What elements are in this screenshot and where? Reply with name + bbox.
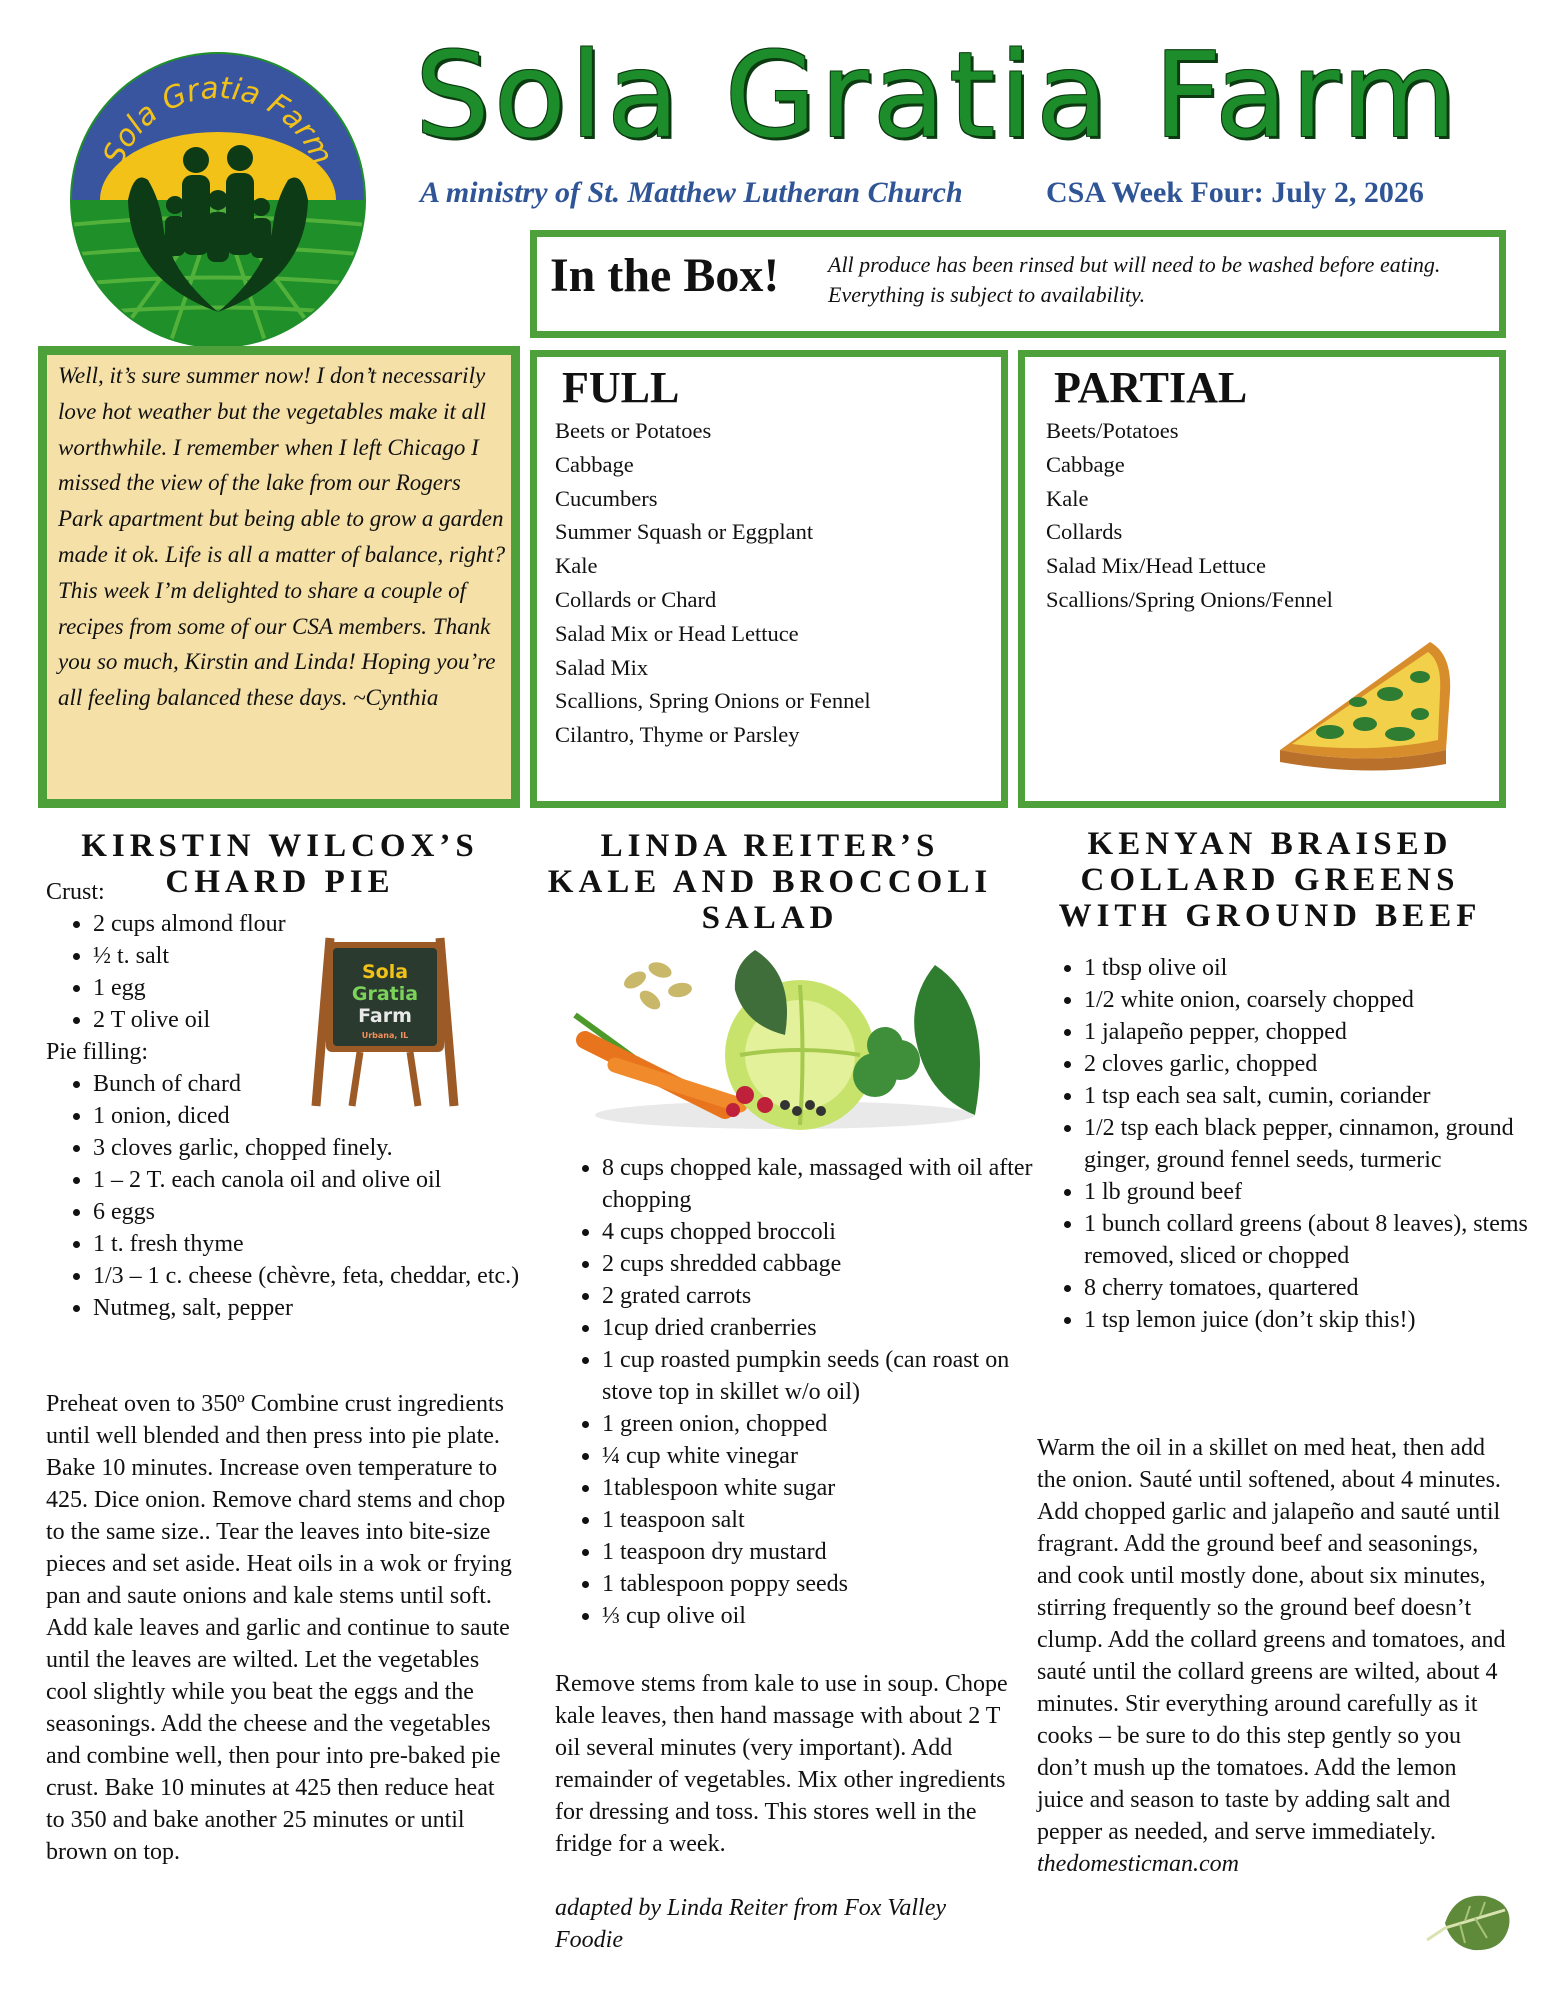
- list-item: Kale: [555, 553, 598, 579]
- list-item: • 1 tsp lemon juice (don’t skip this!): [1084, 1304, 1545, 1336]
- list-item: • 1tablespoon white sugar: [602, 1472, 1062, 1504]
- list-item: • 2 cups shredded cabbage: [602, 1248, 1062, 1280]
- list-item: Salad Mix or Head Lettuce: [555, 620, 799, 646]
- list-item: • 1 onion, diced: [93, 1100, 563, 1132]
- list-item: • 4 cups chopped broccoli: [602, 1216, 1062, 1248]
- list-item: • 2 cups almond flour: [93, 908, 423, 940]
- salad-ingredients: [555, 1152, 1062, 1632]
- list-item: • 2 T olive oil: [93, 1004, 423, 1036]
- filling-ingredients: [46, 1068, 563, 1324]
- list-item: • 1cup dried cranberries: [602, 1312, 1062, 1344]
- list-item: • 2 grated carrots: [602, 1280, 1062, 1312]
- list-item: • 1 cup roasted pumpkin seeds (can roast on stove top in skillet w/o oil): [602, 1344, 1062, 1408]
- partial-share-list: [1046, 414, 1496, 617]
- recipe-title-line: WITH GROUND BEEF: [1058, 898, 1482, 934]
- list-item: Salad Mix/Head Lettuce: [1046, 553, 1266, 579]
- recipe-title: [520, 828, 1020, 936]
- list-item: • 1 green onion, chopped: [602, 1408, 1062, 1440]
- list-item: • 3 cloves garlic, chopped finely.: [93, 1132, 563, 1164]
- full-share-list: [555, 414, 995, 752]
- list-item: Summer Squash or Eggplant: [555, 519, 814, 545]
- recipe-credit: adapted by Linda Reiter from Fox Valley Foodie: [555, 1895, 947, 1953]
- list-item: • Nutmeg, salt, pepper: [93, 1292, 563, 1324]
- recipe-directions: Remove stems from kale to use in soup. Chope kale leaves, then hand massage with about 2 T oil several minutes (very important). Add remainder of vegetables. Mix other ingredients for dressing and toss. This stores well in the fridge for a week.: [555, 1671, 1008, 1857]
- list-item: Beets or Potatoes: [555, 418, 712, 443]
- quiche-slice-icon: [1270, 632, 1460, 777]
- list-item: Cabbage: [555, 451, 634, 477]
- collard-ingredients: [1037, 952, 1545, 1336]
- csa-week-date: CSA Week Four: July 2, 2026: [1046, 176, 1424, 209]
- list-item: Cilantro, Thyme or Parsley: [555, 722, 800, 748]
- list-item: • 1 tablespoon poppy seeds: [602, 1568, 1062, 1600]
- recipe-directions: [1037, 1432, 1507, 1880]
- list-item: • Bunch of chard: [93, 1068, 563, 1100]
- chalkboard-sign-icon: [310, 928, 460, 1108]
- list-item: • 1 egg: [93, 972, 423, 1004]
- list-item: • 1 teaspoon salt: [602, 1504, 1062, 1536]
- in-the-box-title: In the Box!: [550, 249, 780, 302]
- list-item: Cucumbers: [555, 485, 658, 511]
- list-item: • 8 cups chopped kale, massaged with oil after chopping: [602, 1152, 1062, 1216]
- partial-share-title: PARTIAL: [1054, 363, 1248, 412]
- list-item: • 1 – 2 T. each canola oil and olive oil: [93, 1164, 563, 1196]
- list-item: • 1 lb ground beef: [1084, 1176, 1545, 1208]
- list-item: • ¼ cup white vinegar: [602, 1440, 1062, 1472]
- recipe-source: thedomesticman.com: [1037, 1851, 1239, 1877]
- full-share-title: FULL: [562, 363, 680, 412]
- list-item: • 6 eggs: [93, 1196, 563, 1228]
- recipe-title-line: KENYAN BRAISED: [1087, 826, 1453, 862]
- recipe-title: [1030, 826, 1510, 934]
- svg-text:Sola Gratia Farm: Sola Gratia Farm: [96, 70, 340, 171]
- collard-leaf-icon: [1425, 1888, 1515, 1958]
- list-item: Beets/Potatoes: [1046, 418, 1179, 443]
- list-item: Scallions, Spring Onions or Fennel: [555, 688, 871, 714]
- list-item: • 8 cherry tomatoes, quartered: [1084, 1272, 1545, 1304]
- list-item: Salad Mix: [555, 654, 649, 680]
- filling-label: Pie filling:: [46, 1039, 148, 1065]
- list-item: Kale: [1046, 485, 1089, 511]
- sign-text: Gratia: [351, 983, 419, 1005]
- recipe-title-line: COLLARD GREENS: [1080, 862, 1460, 898]
- list-item: Collards or Chard: [555, 586, 717, 612]
- recipe-title-line: KALE AND BROCCOLI: [547, 864, 993, 900]
- recipe-title-line: SALAD: [701, 900, 839, 936]
- list-item: Cabbage: [1046, 451, 1125, 477]
- list-item: • ½ t. salt: [93, 940, 423, 972]
- list-item: • ⅓ cup olive oil: [602, 1600, 1062, 1632]
- list-item: • 1 bunch collard greens (about 8 leaves), stems removed, sliced or chopped: [1084, 1208, 1545, 1272]
- sign-text: Farm: [358, 1005, 412, 1027]
- intro-note-text: Well, it’s sure summer now! I don’t necessarily love hot weather but the vegetables make it all worthwhile. I remember when I left Chicago I missed the view of the lake from our Rogers Park apartment but being able to grow a garden made it ok. Life is all a matter of balance, right? This week I’m delighted to share a couple of recipes from some of our CSA members. Thank you so much, Kirstin and Linda! Hoping you’re all feeling balanced these days. ~Cynthia: [58, 363, 506, 711]
- list-item: Collards: [1046, 519, 1123, 545]
- list-item: • 1 tbsp olive oil: [1084, 952, 1545, 984]
- recipe-title-line: LINDA REITER’S: [600, 828, 940, 864]
- list-item: • 1 tsp each sea salt, cumin, coriander: [1084, 1080, 1545, 1112]
- list-item: • 1/3 – 1 c. cheese (chèvre, feta, cheddar, etc.): [93, 1260, 563, 1292]
- sign-text: Urbana, IL: [361, 1031, 409, 1040]
- list-item: • 2 cloves garlic, chopped: [1084, 1048, 1545, 1080]
- recipe-title-line: CHARD PIE: [165, 864, 395, 900]
- sign-text: Sola: [361, 961, 409, 983]
- recipe-directions: Preheat oven to 350º Combine crust ingredients until well blended and then press into pie plate. Bake 10 minutes. Increase oven temperature to 425. Dice onion. Remove chard stems and chop to the same size.. Tear the leaves into bite-size pieces and set aside. Heat oils in a wok or frying pan and saute onions and kale stems until soft. Add kale leaves and garlic and continue to saute until the leaves are wilted. Let the vegetables cool slightly while you beat the eggs and the seasonings. Add the cheese and the vegetables and combine well, then pour into pre-baked pie crust. Bake 10 minutes at 425 then reduce heat to 350 and bake another 25 minutes or until brown on top.: [46, 1391, 512, 1865]
- recipe-title-line: KIRSTIN WILCOX’S: [81, 828, 479, 864]
- newsletter-title: Sola Gratia Farm: [415, 26, 1461, 164]
- crust-label: Crust:: [46, 879, 105, 905]
- recipe-directions-text: Warm the oil in a skillet on med heat, then add the onion. Sauté until softened, about 4 minutes. Add chopped garlic and jalapeño and sauté until fragrant. Add the ground beef and seasonings, and cook until mostly done, about six minutes, stirring frequently so the ground beef doesn’t clump. Add the collard greens and tomatoes, and sauté until the collard greens are wilted, about 4 minutes. Stir everything around carefully as it cooks – be sure to do this step gently so you don’t mush up the tomatoes. Add the lemon juice and season to taste by adding salt and pepper as needed, and serve immediately.: [1037, 1435, 1506, 1845]
- list-item: • 1 teaspoon dry mustard: [602, 1536, 1062, 1568]
- vegetables-illustration-icon: [555, 945, 1000, 1140]
- list-item: • 1/2 tsp each black pepper, cinnamon, ground ginger, ground fennel seeds, turmeric: [1084, 1112, 1545, 1176]
- list-item: • 1 t. fresh thyme: [93, 1228, 563, 1260]
- list-item: Scallions/Spring Onions/Fennel: [1046, 586, 1333, 612]
- in-the-box-note: All produce has been rinsed but will need to be washed before eating. Everything is subject to availability.: [828, 252, 1441, 307]
- newsletter-subtitle: A ministry of St. Matthew Lutheran Church: [420, 176, 963, 209]
- farm-logo-icon: [68, 50, 368, 350]
- list-item: • 1/2 white onion, coarsely chopped: [1084, 984, 1545, 1016]
- list-item: • 1 jalapeño pepper, chopped: [1084, 1016, 1545, 1048]
- recipe-title: [40, 828, 520, 900]
